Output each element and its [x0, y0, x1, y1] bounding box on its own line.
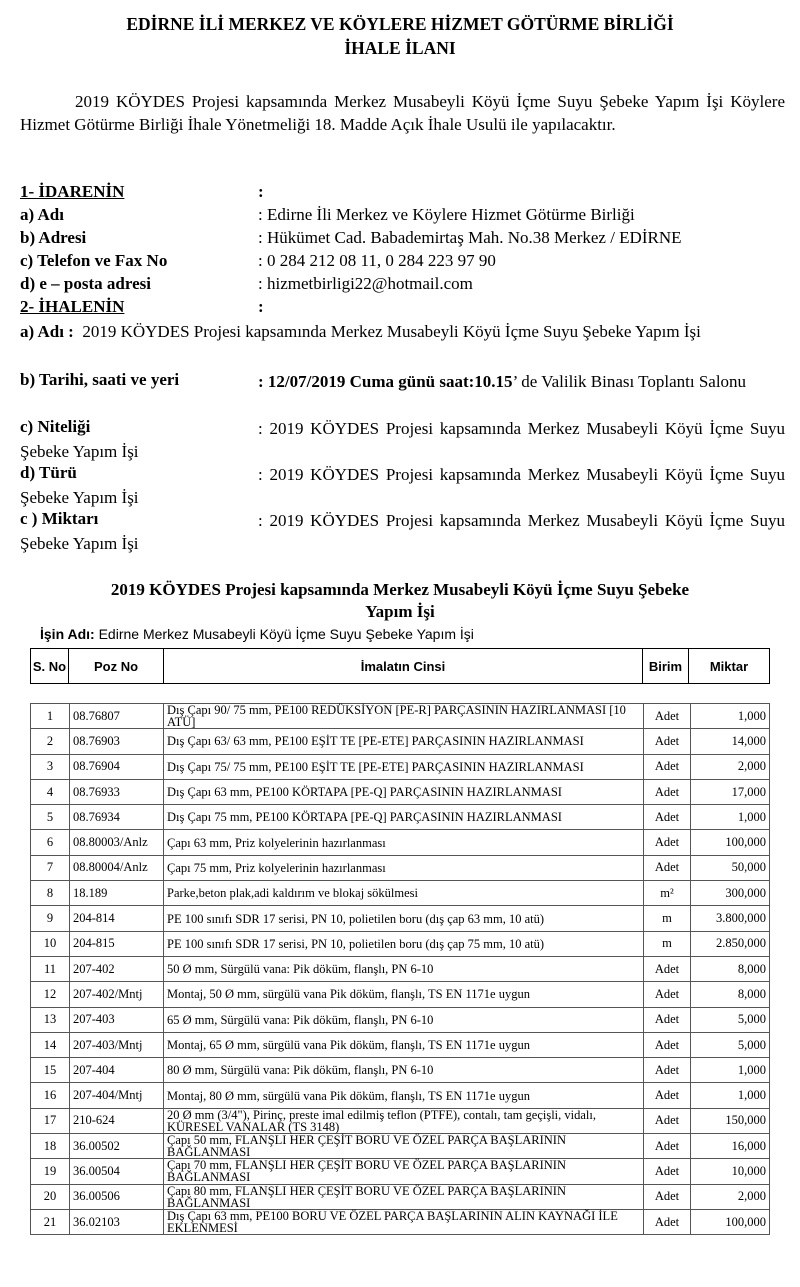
row-cins: Dış Çapı 75/ 75 mm, PE100 EŞİT TE [PE-ETE] PARÇASININ HAZIRLANMASI: [164, 754, 644, 779]
row-poz: 36.02103: [70, 1209, 164, 1234]
ihale-tarih-label: b) Tarihi, saati ve yeri: [20, 370, 180, 389]
ihale-ad-row: [20, 320, 785, 343]
table-row: [31, 754, 770, 779]
table-row: [31, 1184, 770, 1209]
table-title-line2: Yapım İşi: [365, 602, 435, 621]
row-poz: 207-404: [70, 1058, 164, 1083]
row-poz: 08.76933: [70, 779, 164, 804]
row-number: 15: [31, 1058, 70, 1083]
idare-ad-label: a) Adı: [20, 205, 64, 224]
row-cins: Dış Çapı 75 mm, PE100 KÖRTAPA [PE-Q] PARÇASININ HAZIRLANMASI: [164, 805, 644, 830]
row-miktar: 1,000: [691, 1083, 770, 1108]
row-number: 20: [31, 1184, 70, 1209]
row-cins: Montaj, 80 Ø mm, sürgülü vana Pik döküm, flanşlı, TS EN 1171e uygun: [164, 1083, 644, 1108]
row-number: 16: [31, 1083, 70, 1108]
idare-adres-label: b) Adresi: [20, 228, 87, 247]
table-header: [30, 648, 770, 684]
ihale-tur-label: d) Türü: [20, 463, 77, 482]
col-cins-header: İmalatın Cinsi: [164, 649, 643, 684]
row-birim: Adet: [644, 1032, 691, 1057]
table-row: [31, 931, 770, 956]
table-row: [31, 805, 770, 830]
intro-text: 2019 KÖYDES Projesi kapsamında Merkez Musabeyli Köyü İçme Suyu Şebeke Yapım İşi Köylere Hizmet Götürme Birliği İhale Yönetmeliği 18. Madde Açık İhale Usulü ile yapılacaktır.: [20, 92, 785, 134]
row-cins: Dış Çapı 90/ 75 mm, PE100 REDÜKSİYON [PE-R] PARÇASININ HAZIRLANMASI [10 ATÜ]: [164, 704, 644, 729]
row-cins: Çapı 70 mm, FLANŞLI HER ÇEŞİT BORU VE ÖZEL PARÇA BAŞLARININ BAĞLANMASI: [164, 1159, 644, 1184]
ihale-miktar-label: c ) Miktarı: [20, 509, 99, 528]
table-row: [31, 1209, 770, 1234]
table-row: [31, 830, 770, 855]
row-poz: 08.80003/Anlz: [70, 830, 164, 855]
row-poz: 207-402: [70, 956, 164, 981]
row-number: 13: [31, 1007, 70, 1032]
idare-adres-value: : Hükümet Cad. Babademirtaş Mah. No.38 Merkez / EDİRNE: [258, 228, 682, 247]
row-birim: m²: [644, 881, 691, 906]
document-title: EDİRNE İLİ MERKEZ VE KÖYLERE HİZMET GÖTÜRME BİRLİĞİ: [126, 14, 674, 34]
idare-eposta-label: d) e – posta adresi: [20, 274, 151, 293]
row-birim: m: [644, 906, 691, 931]
row-number: 9: [31, 906, 70, 931]
row-birim: Adet: [644, 1159, 691, 1184]
ihale-nitelik-value: : 2019 KÖYDES Projesi kapsamında Merkez Musabeyli Köyü İçme Suyu Şebeke Yapım İşi: [20, 419, 785, 461]
row-birim: Adet: [644, 1108, 691, 1133]
row-poz: 08.76903: [70, 729, 164, 754]
col-sno-header: S. No: [31, 649, 69, 684]
col-birim-header: Birim: [643, 649, 689, 684]
row-birim: Adet: [644, 1134, 691, 1159]
row-poz: 36.00506: [70, 1184, 164, 1209]
table-row: [31, 1007, 770, 1032]
table-header-row: [31, 649, 770, 684]
idare-heading: 1- İDARENİN: [20, 182, 125, 201]
ihale-miktar-value: : 2019 KÖYDES Projesi kapsamında Merkez Musabeyli Köyü İçme Suyu Şebeke Yapım İşi: [20, 511, 785, 553]
row-poz: 207-403: [70, 1007, 164, 1032]
row-cins: Dış Çapı 63 mm, PE100 BORU VE ÖZEL PARÇA BAŞLARININ ALIN KAYNAĞI İLE EKLENMESİ: [164, 1209, 644, 1234]
row-birim: m: [644, 931, 691, 956]
row-birim: Adet: [644, 855, 691, 880]
table-row: [31, 779, 770, 804]
table-row: [31, 881, 770, 906]
document-subtitle: İHALE İLANI: [344, 38, 456, 58]
idare-tel-label: c) Telefon ve Fax No: [20, 251, 168, 270]
row-poz: 207-404/Mntj: [70, 1083, 164, 1108]
row-poz: 36.00502: [70, 1134, 164, 1159]
idare-heading-colon: :: [258, 182, 264, 201]
row-cins: Montaj, 50 Ø mm, sürgülü vana Pik döküm, flanşlı, TS EN 1171e uygun: [164, 982, 644, 1007]
table-row: [31, 704, 770, 729]
row-miktar: 1,000: [691, 1058, 770, 1083]
row-birim: Adet: [644, 1184, 691, 1209]
table-row: [31, 956, 770, 981]
idare-ad-value: : Edirne İli Merkez ve Köylere Hizmet Götürme Birliği: [258, 205, 635, 224]
row-miktar: 100,000: [691, 1209, 770, 1234]
row-number: 7: [31, 855, 70, 880]
row-birim: Adet: [644, 830, 691, 855]
idare-tel-value: : 0 284 212 08 11, 0 284 223 97 90: [258, 251, 496, 270]
table-row: [31, 1058, 770, 1083]
row-poz: 36.00504: [70, 1159, 164, 1184]
row-poz: 204-814: [70, 906, 164, 931]
row-miktar: 8,000: [691, 982, 770, 1007]
table-row: [31, 982, 770, 1007]
isin-adi: [40, 626, 474, 642]
row-number: 12: [31, 982, 70, 1007]
row-birim: Adet: [644, 1007, 691, 1032]
ihale-ad-label: a) Adı :: [20, 322, 74, 341]
row-birim: Adet: [644, 729, 691, 754]
row-miktar: 17,000: [691, 779, 770, 804]
isin-adi-value: Edirne Merkez Musabeyli Köyü İçme Suyu Şebeke Yapım İşi: [98, 626, 474, 642]
row-birim: Adet: [644, 1058, 691, 1083]
row-number: 2: [31, 729, 70, 754]
ihale-tur-value: : 2019 KÖYDES Projesi kapsamında Merkez Musabeyli Köyü İçme Suyu Şebeke Yapım İşi: [20, 465, 785, 507]
row-birim: Adet: [644, 779, 691, 804]
row-miktar: 50,000: [691, 855, 770, 880]
ihale-heading-colon: :: [258, 297, 264, 316]
col-miktar-header: Miktar: [689, 649, 770, 684]
row-cins: 80 Ø mm, Sürgülü vana: Pik döküm, flanşlı, PN 6-10: [164, 1058, 644, 1083]
row-cins: PE 100 sınıfı SDR 17 serisi, PN 10, polietilen boru (dış çap 63 mm, 10 atü): [164, 906, 644, 931]
table-row: [31, 1032, 770, 1057]
ihale-heading: 2- İHALENİN: [20, 297, 125, 316]
idare-eposta-value: : hizmetbirligi22@hotmail.com: [258, 274, 473, 293]
row-cins: PE 100 sınıfı SDR 17 serisi, PN 10, polietilen boru (dış çap 75 mm, 10 atü): [164, 931, 644, 956]
row-cins: Çapı 80 mm, FLANŞLI HER ÇEŞİT BORU VE ÖZEL PARÇA BAŞLARININ BAĞLANMASI: [164, 1184, 644, 1209]
ihale-ad-value: 2019 KÖYDES Projesi kapsamında Merkez Musabeyli Köyü İçme Suyu Şebeke Yapım İşi: [82, 322, 701, 341]
row-poz: 08.76807: [70, 704, 164, 729]
row-miktar: 16,000: [691, 1134, 770, 1159]
row-birim: Adet: [644, 1083, 691, 1108]
row-miktar: 2,000: [691, 754, 770, 779]
ihale-tarih-bold: : 12/07/2019 Cuma günü saat:10.15: [258, 372, 513, 391]
row-birim: Adet: [644, 704, 691, 729]
table-row: [31, 1108, 770, 1133]
row-number: 3: [31, 754, 70, 779]
row-number: 4: [31, 779, 70, 804]
ihale-tarih-rest: ’ de Valilik Binası Toplantı Salonu: [512, 372, 747, 391]
row-poz: 210-624: [70, 1108, 164, 1133]
row-cins: Çapı 75 mm, Priz kolyelerinin hazırlanması: [164, 855, 644, 880]
items-body: [31, 704, 770, 1235]
row-birim: Adet: [644, 1209, 691, 1234]
row-number: 18: [31, 1134, 70, 1159]
row-poz: 204-815: [70, 931, 164, 956]
row-number: 1: [31, 704, 70, 729]
row-miktar: 150,000: [691, 1108, 770, 1133]
row-birim: Adet: [644, 982, 691, 1007]
isin-adi-label: İşin Adı:: [40, 626, 95, 642]
row-cins: Çapı 63 mm, Priz kolyelerinin hazırlanması: [164, 830, 644, 855]
row-poz: 08.76934: [70, 805, 164, 830]
row-poz: 08.80004/Anlz: [70, 855, 164, 880]
row-number: 10: [31, 931, 70, 956]
col-poz-header: Poz No: [69, 649, 164, 684]
row-birim: Adet: [644, 805, 691, 830]
row-number: 5: [31, 805, 70, 830]
row-number: 6: [31, 830, 70, 855]
intro-paragraph: [20, 90, 785, 136]
row-birim: Adet: [644, 956, 691, 981]
row-poz: 207-403/Mntj: [70, 1032, 164, 1057]
ihale-nitelik-label: c) Niteliği: [20, 417, 91, 436]
table-title: 2019 KÖYDES Projesi kapsamında Merkez Musabeyli Köyü İçme Suyu Şebeke: [110, 580, 690, 599]
table-row: [31, 1134, 770, 1159]
row-miktar: 1,000: [691, 805, 770, 830]
table-row: [31, 906, 770, 931]
table-row: [31, 855, 770, 880]
row-cins: 50 Ø mm, Sürgülü vana: Pik döküm, flanşlı, PN 6-10: [164, 956, 644, 981]
row-miktar: 10,000: [691, 1159, 770, 1184]
row-poz: 18.189: [70, 881, 164, 906]
row-birim: Adet: [644, 754, 691, 779]
row-cins: Çapı 50 mm, FLANŞLI HER ÇEŞİT BORU VE ÖZEL PARÇA BAŞLARININ BAĞLANMASI: [164, 1134, 644, 1159]
row-miktar: 300,000: [691, 881, 770, 906]
row-miktar: 5,000: [691, 1007, 770, 1032]
table-row: [31, 1083, 770, 1108]
row-number: 19: [31, 1159, 70, 1184]
row-number: 8: [31, 881, 70, 906]
row-miktar: 1,000: [691, 704, 770, 729]
row-miktar: 14,000: [691, 729, 770, 754]
row-cins: 65 Ø mm, Sürgülü vana: Pik döküm, flanşlı, PN 6-10: [164, 1007, 644, 1032]
ihale-tarih-value: [258, 370, 785, 393]
row-number: 21: [31, 1209, 70, 1234]
row-cins: Dış Çapı 63/ 63 mm, PE100 EŞİT TE [PE-ETE] PARÇASININ HAZIRLANMASI: [164, 729, 644, 754]
table-row: [31, 1159, 770, 1184]
row-cins: 20 Ø mm (3/4"), Pirinç, preste imal edilmiş teflon (PTFE), contalı, tam geçişli, vidalı, KÜRESEL VANALAR (TS 3148): [164, 1108, 644, 1133]
items-table: [30, 703, 770, 1235]
row-poz: 207-402/Mntj: [70, 982, 164, 1007]
row-miktar: 100,000: [691, 830, 770, 855]
row-miktar: 2,000: [691, 1184, 770, 1209]
row-miktar: 5,000: [691, 1032, 770, 1057]
row-cins: Montaj, 65 Ø mm, sürgülü vana Pik döküm, flanşlı, TS EN 1171e uygun: [164, 1032, 644, 1057]
row-poz: 08.76904: [70, 754, 164, 779]
row-number: 11: [31, 956, 70, 981]
row-cins: Parke,beton plak,adi kaldırım ve blokaj sökülmesi: [164, 881, 644, 906]
row-miktar: 3.800,000: [691, 906, 770, 931]
row-miktar: 2.850,000: [691, 931, 770, 956]
row-cins: Dış Çapı 63 mm, PE100 KÖRTAPA [PE-Q] PARÇASININ HAZIRLANMASI: [164, 779, 644, 804]
row-number: 17: [31, 1108, 70, 1133]
row-miktar: 8,000: [691, 956, 770, 981]
row-number: 14: [31, 1032, 70, 1057]
table-row: [31, 729, 770, 754]
